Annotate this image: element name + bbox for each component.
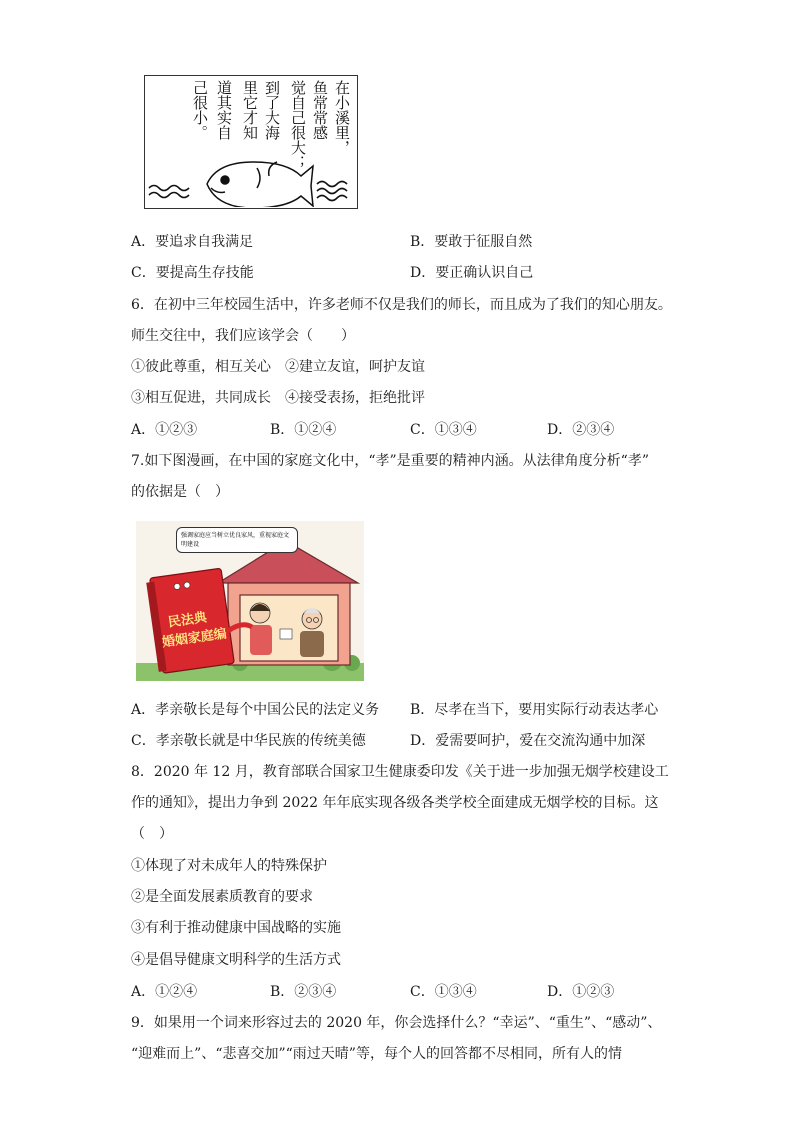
option-c[interactable]: C．要提高生存技能 [131,265,254,281]
civil-code-cartoon [136,521,364,681]
cartoon-text-column: 里它才知 [241,80,259,140]
question-stem: 的依据是（ ） [131,484,229,500]
question-stem: 师生交往中，我们应该学会（ ） [131,328,355,344]
fish-icon [207,162,313,207]
option-d[interactable]: D．①②③ [547,984,615,1000]
cartoon-text-column: 鱼常常感 [311,80,329,140]
option-d[interactable]: D．②③④ [547,422,615,438]
option-c[interactable]: C．①③④ [410,984,477,1000]
cartoon-text-column: 在小溪里， [333,80,351,155]
option-a[interactable]: A．要追求自我满足 [131,234,254,250]
question-stem: 6．在初中三年校园生活中，许多老师不仅是我们的师长，而且成为了我们的知心朋友。 [131,297,672,313]
option-a[interactable]: A．①②③ [131,422,198,438]
option-c[interactable]: C．①③④ [410,422,477,438]
question-stem: 9．如果用一个词来形容过去的 2020 年，你会选择什么？“幸运”、“重生”、“感动”、 [131,1015,662,1031]
cartoon-text-column: 觉自己很大； [289,80,307,170]
question-stem: （ ） [131,826,173,842]
question-stem: 8．2020 年 12 月，教育部联合国家卫生健康委印发《关于进一步加强无烟学校建设工 [131,764,669,780]
cartoon-text-column: 己很小。 [191,80,209,140]
book-title: 民法典 [167,610,208,631]
question-stem: “迎难而上”、“悲喜交加”“雨过天晴”等，每个人的回答都不尽相同，所有人的情 [131,1046,622,1062]
option-b[interactable]: B．①②④ [270,422,337,438]
option-a[interactable]: A．①②④ [131,984,198,1000]
option-b[interactable]: B．②③④ [270,984,337,1000]
option-c[interactable]: C．孝亲敬长就是中华民族的传统美德 [131,733,366,749]
option-b[interactable]: B．要敢于征服自然 [410,234,533,250]
statement-item: ④是倡导健康文明科学的生活方式 [131,952,341,968]
option-d[interactable]: D．要正确认识自己 [410,265,534,281]
option-d[interactable]: D．爱需要呵护，爱在交流沟通中加深 [410,733,646,749]
fish-cartoon [144,75,358,209]
speech-bubble: 强调家庭应当树立优良家风，重视家庭文明建设 [176,527,298,553]
statement-items: ③相互促进，共同成长 ④接受表扬，拒绝批评 [131,390,425,406]
statement-item: ②是全面发展素质教育的要求 [131,889,313,905]
book-subtitle: 婚姻家庭编 [161,626,228,651]
question-stem: 7.如下图漫画，在中国的家庭文化中，“孝”是重要的精神内涵。从法律角度分析“孝” [131,453,649,469]
statement-items: ①彼此尊重，相互关心 ②建立友谊，呵护友谊 [131,359,425,375]
statement-item: ①体现了对未成年人的特殊保护 [131,858,327,874]
option-b[interactable]: B．尽孝在当下，要用实际行动表达孝心 [410,702,659,718]
cartoon-text-column: 道其实自 [215,80,233,140]
statement-item: ③有利于推动健康中国战略的实施 [131,920,341,936]
option-a[interactable]: A．孝亲敬长是每个中国公民的法定义务 [131,702,380,718]
fish-drawing [145,76,356,207]
question-stem: 作的通知》，提出力争到 2022 年年底实现各级各类学校全面建成无烟学校的目标。这 [131,795,659,811]
cartoon-text-column: 到了大海 [263,80,281,140]
